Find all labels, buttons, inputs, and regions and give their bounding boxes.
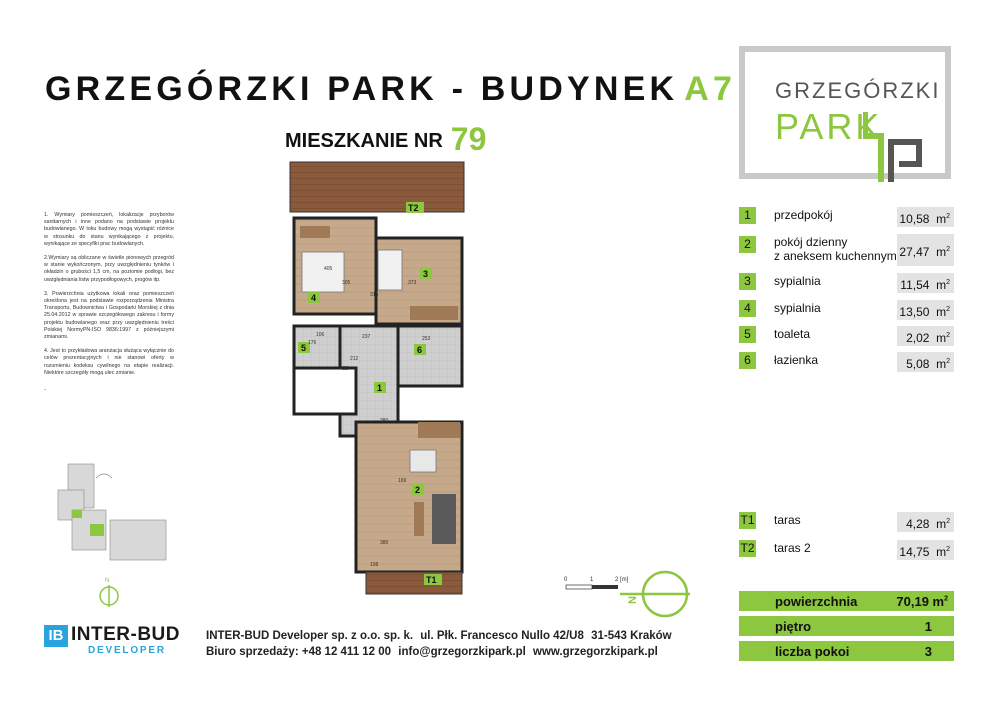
bed-3 (378, 250, 402, 290)
room-row-4 (739, 300, 954, 320)
page-title (45, 70, 736, 109)
north-compass-small-icon (96, 575, 122, 609)
room-name: sypialnia (774, 274, 821, 288)
room-no: 4 (739, 300, 756, 317)
tv-unit (414, 502, 424, 536)
dining-table (410, 450, 436, 472)
bed-4 (302, 252, 344, 292)
label-room-5: 5 (301, 343, 307, 353)
terrace-no: T1 (740, 513, 755, 527)
apartment-heading (285, 118, 486, 155)
dim-11: 380 (380, 418, 389, 424)
room-area: 27,47 $m^2$ (897, 234, 954, 266)
sofa (432, 494, 456, 544)
dim-8: 106 (316, 332, 325, 338)
site-plan-thumbnail (52, 460, 172, 570)
room-name: toaleta (774, 327, 811, 341)
apartment-label: MIESZKANIE NR (285, 130, 443, 152)
note-dot: . (44, 383, 47, 393)
title-main: GRZEGÓRZKI PARK - BUDYNEK (45, 70, 679, 108)
floor-plan (280, 160, 480, 595)
summary-area-label: powierzchnia (775, 594, 858, 609)
terrace-area: 4,28 $m^2$ (897, 512, 954, 532)
room-row-5 (739, 326, 954, 346)
label-room-6: 6 (417, 345, 423, 355)
legal-notes (44, 212, 174, 398)
room-area: 2,02 $m^2$ (897, 326, 954, 346)
room-no: 2 (739, 236, 756, 253)
dim-10: 425 (340, 366, 349, 372)
sales-email[interactable]: info@grzegorzkipark.pl (398, 646, 526, 658)
room-area: 10,58 $m^2$ (897, 207, 954, 227)
label-terrace-t2: T2 (408, 203, 419, 213)
terrace-area: 14,75 $m^2$ (897, 540, 954, 560)
note-1: 1. Wymiary pomieszczeń, lokalizacje przyborów sanitarnych i inne podano na podstawie projektu budowlanego. W toku budowy mogą wystąpić różnice w stosunku do stanu wynikającego z projektu, wynikające ze specyfiki prac budowlanych. (44, 212, 174, 247)
company-info (206, 628, 676, 660)
terrace-t1 (366, 572, 462, 594)
label-room-1: 1 (377, 383, 383, 393)
sales-phone: Biuro sprzedaży: +48 12 411 12 00 (206, 646, 392, 658)
room-name: przedpokój (774, 208, 833, 222)
terrace-no: T2 (740, 541, 755, 555)
summary-area-value: 70,19 $m^2$ (896, 594, 948, 609)
room-row-6 (739, 352, 954, 372)
inter-bud-logo (44, 624, 180, 660)
grzegorzki-park-logo (739, 46, 951, 179)
compass-n-label: N (105, 578, 110, 584)
room-no: 6 (739, 352, 756, 369)
dim-12: 169 (398, 478, 407, 484)
building-code: A7 (684, 70, 737, 108)
desk-4 (300, 226, 330, 238)
dim-7: 176 (308, 340, 317, 346)
logo-line1: GRZEGÓRZKI (775, 78, 941, 103)
dim-6: 253 (422, 336, 431, 342)
terrace-name: taras (774, 513, 801, 527)
room-no: 1 (739, 207, 756, 224)
label-room-2: 2 (415, 485, 421, 495)
room-name: sypialnia (774, 301, 821, 315)
inter-bud-logo-name: INTER-BUD (71, 624, 180, 645)
note-4: 4. Jest to przykładowa aranżacja służąca wyłącznie do celów prezentacyjnych i nie stanowi oferty w rozumieniu kodeksu cywilnego na etapie realizacji. Niektóre szczegóły mogą ulec zmianie. (44, 348, 174, 376)
summary-floor-label: piętro (775, 619, 812, 634)
room-area: 5,08 $m^2$ (897, 352, 954, 372)
floor-plan-drawing (280, 160, 480, 595)
kitchen-counter (418, 422, 460, 438)
dim-9: 212 (350, 356, 359, 362)
logo-line2: PARK (775, 106, 883, 147)
terrace-row-t1 (739, 512, 954, 532)
compass-large-n-label: N (627, 596, 639, 604)
summary-area (739, 591, 954, 611)
dim-3: 373 (408, 280, 417, 286)
north-compass-large-icon (618, 566, 693, 621)
summary-rooms-label: liczba pokoi (775, 644, 850, 659)
room-area: 11,54 $m^2$ (897, 273, 954, 293)
room-row-1 (739, 207, 954, 227)
summary-rooms-value: 3 (924, 644, 932, 659)
scale-label-1: 1 (590, 577, 594, 583)
room-row-2 (739, 234, 954, 268)
note-2: 2.Wymiary są obliczane w świetle pionowych przegród w stanie wykończonym, przy uwzględnieniu tynków i okładzin o grubości 1,5 cm, na poziomie podłogi, bez uwzględniania listw przypodłogowych, progów itp. (44, 255, 174, 283)
scale-label-2: 2 [m] (615, 577, 629, 583)
inter-bud-logo-sub: DEVELOPER (88, 645, 166, 656)
apartment-number: 79 (450, 121, 487, 157)
dim-4: 315 (370, 292, 379, 298)
terrace-t2 (290, 162, 464, 212)
summary-floor-value: 1 (924, 619, 932, 634)
room-name: pokój dzienny z aneksem kuchennym (774, 235, 897, 263)
dim-5: 237 (362, 334, 371, 340)
label-terrace-t1: T1 (426, 575, 437, 585)
room-no: 3 (739, 273, 756, 290)
terrace-row-t2 (739, 540, 954, 560)
scale-label-0: 0 (564, 577, 568, 583)
logo-p-mark-icon (863, 112, 933, 182)
company-name: INTER-BUD Developer sp. z o.o. sp. k. (206, 630, 414, 642)
company-line-2 (206, 644, 676, 660)
label-room-4: 4 (311, 293, 317, 303)
wardrobe-3 (410, 306, 458, 320)
summary-rooms (739, 641, 954, 661)
hall-left (294, 368, 356, 414)
website-link[interactable]: www.grzegorzkipark.pl (533, 646, 658, 658)
room-row-3 (739, 273, 954, 293)
dim-14: 108 (370, 562, 379, 568)
note-3: 3. Powierzchnia użytkowa lokali oraz pomieszczeń określona jest na podstawie rozporządzenia Ministra Transportu, Budownictwa i Gospodarki Morskiej z dnia 25.04.2012 w sprawie szczegółowego zakresu i formy projektu budowlanego oraz przy uwzględnieniu treści Polskiej NormyPN-ISO 9836:1997 z późniejszymi zmianami. (44, 290, 174, 341)
room-area: 13,50 $m^2$ (897, 300, 954, 320)
label-room-3: 3 (423, 269, 429, 279)
room-no: 5 (739, 326, 756, 343)
terrace-name: taras 2 (774, 541, 811, 555)
summary-floor (739, 616, 954, 636)
dim-2: 305 (342, 280, 351, 286)
dim-1: 405 (324, 266, 333, 272)
dim-13: 380 (380, 540, 389, 546)
company-address: ul. Płk. Francesco Nullo 42/U8 (420, 630, 584, 642)
company-city: 31-543 Kraków (591, 630, 672, 642)
company-line-1 (206, 628, 676, 644)
inter-bud-logo-box: IB (44, 625, 68, 647)
room-6 (398, 326, 462, 386)
room-name: łazienka (774, 353, 819, 367)
